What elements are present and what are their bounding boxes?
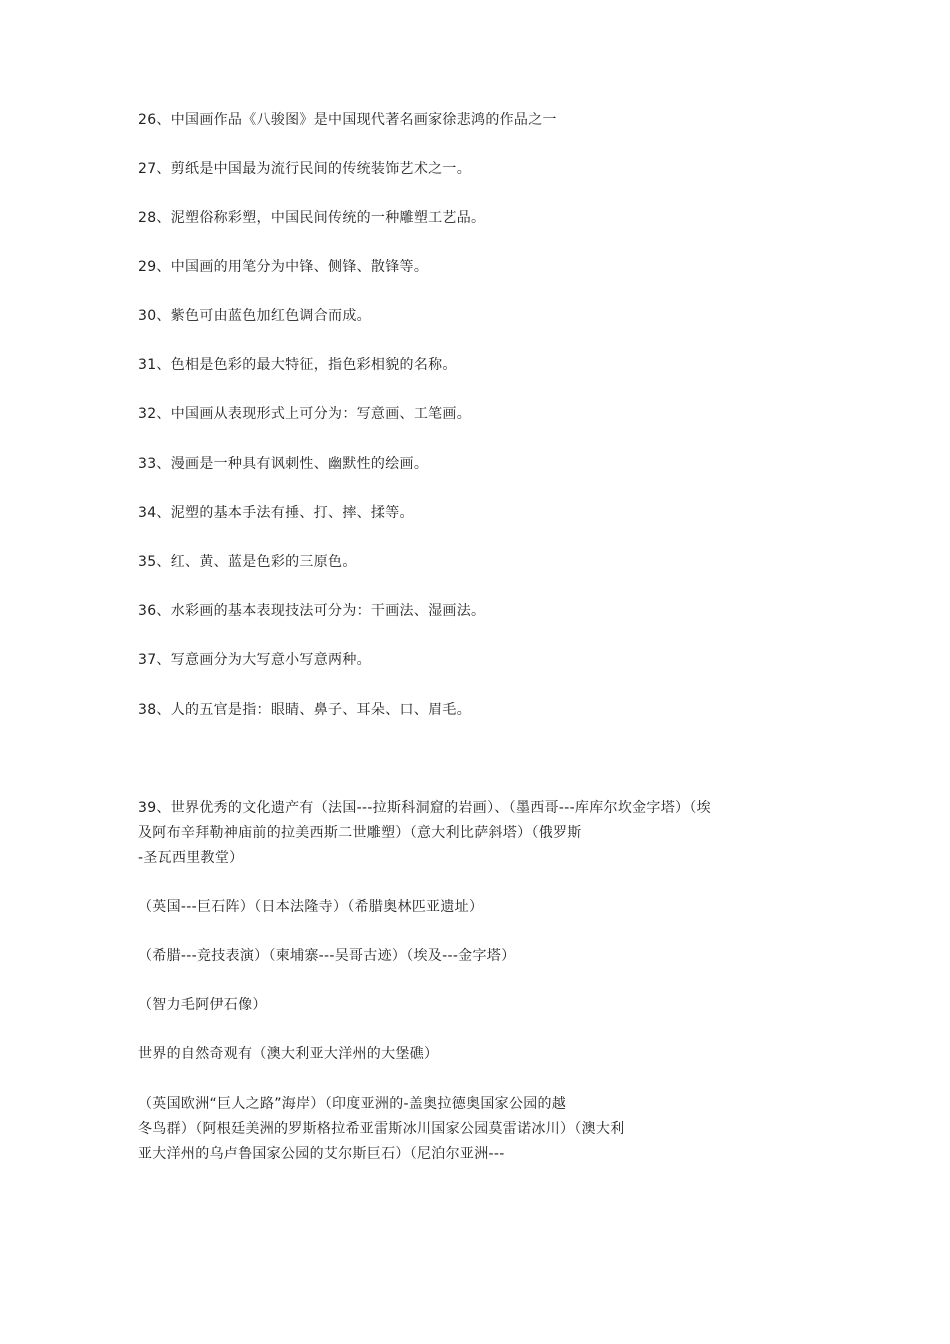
item-35: 35、红、黄、蓝是色彩的三原色。	[138, 554, 357, 570]
item-33: 33、漫画是一种具有讽刺性、幽默性的绘画。	[138, 456, 429, 472]
item-30: 30、紫色可由蓝色加红色调合而成。	[138, 308, 371, 324]
item-34: 34、泥塑的基本手法有捶、打、摔、揉等。	[138, 505, 414, 521]
natural-wonders-line-2: 冬鸟群）（阿根廷美洲的罗斯格拉希亚雷斯冰川国家公园莫雷诺冰川）（澳大利	[138, 1121, 625, 1137]
item-38: 38、人的五官是指：眼睛、鼻子、耳朵、口、眉毛。	[138, 702, 472, 718]
item-27: 27、剪纸是中国最为流行民间的传统装饰艺术之一。	[138, 161, 472, 177]
item-39-line-3: -圣瓦西里教堂）	[138, 850, 244, 866]
natural-wonders-line-1: （英国欧洲“巨人之路”海岸）（印度亚洲的-盖奥拉德奥国家公园的越	[138, 1096, 567, 1112]
heritage-line-2: （希腊---竞技表演）（柬埔寨---吴哥古迹）（埃及---金字塔）	[138, 948, 516, 964]
natural-wonders-intro: 世界的自然奇观有（澳大利亚大洋州的大堡礁）	[138, 1046, 439, 1062]
item-39-line-1: 39、世界优秀的文化遗产有（法国---拉斯科洞窟的岩画）、（墨西哥---库库尔坎金字塔）（埃	[138, 800, 711, 816]
heritage-line-3: （智力毛阿伊石像）	[138, 997, 267, 1013]
natural-wonders-line-3: 亚大洋州的乌卢鲁国家公园的艾尔斯巨石）（尼泊尔亚洲---	[138, 1146, 505, 1162]
item-29: 29、中国画的用笔分为中锋、侧锋、散锋等。	[138, 259, 429, 275]
item-26: 26、中国画作品《八骏图》是中国现代著名画家徐悲鸿的作品之一	[138, 112, 557, 128]
item-39-line-2: 及阿布辛拜勒神庙前的拉美西斯二世雕塑）（意大利比萨斜塔）（俄罗斯	[138, 825, 582, 841]
heritage-line-1: （英国---巨石阵）（日本法隆寺）（希腊奥林匹亚遗址）	[138, 899, 484, 915]
item-37: 37、写意画分为大写意小写意两种。	[138, 652, 371, 668]
item-32: 32、中国画从表现形式上可分为：写意画、工笔画。	[138, 406, 472, 422]
item-36: 36、水彩画的基本表现技法可分为：干画法、湿画法。	[138, 603, 486, 619]
item-28: 28、泥塑俗称彩塑，中国民间传统的一种雕塑工艺品。	[138, 210, 486, 226]
item-31: 31、色相是色彩的最大特征，指色彩相貌的名称。	[138, 357, 457, 373]
